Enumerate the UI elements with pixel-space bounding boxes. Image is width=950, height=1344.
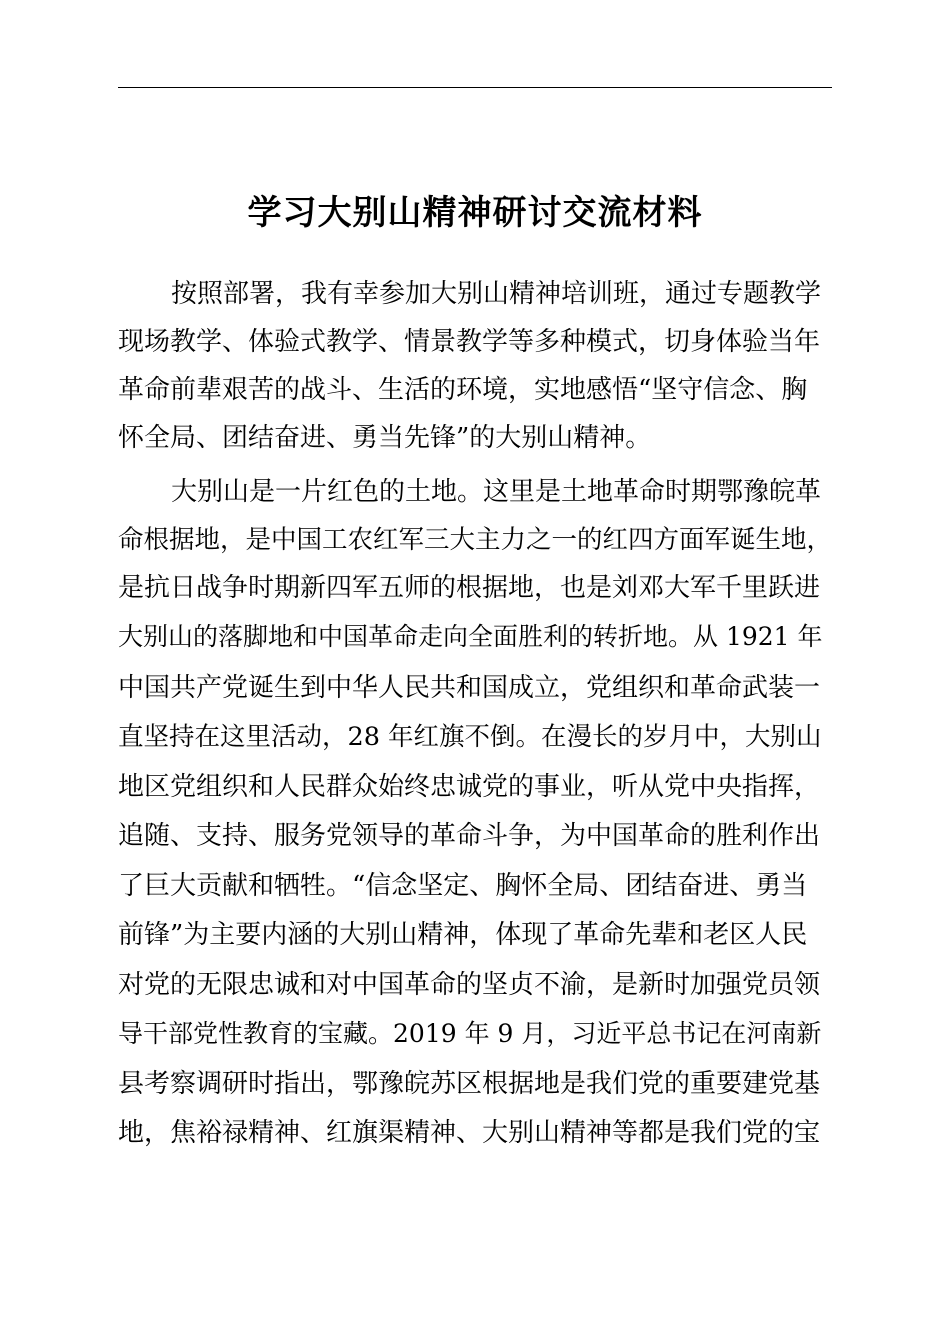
header-rule — [118, 87, 832, 88]
text-line: 是抗日战争时期新四军五师的根据地，也是刘邓大军千里跃进 — [118, 573, 821, 603]
text-line: 革命前辈艰苦的战斗、生活的环境，实地感悟“坚守信念、胸 — [118, 375, 808, 405]
text-line: 县考察调研时指出，鄂豫皖苏区根据地是我们党的重要建党基 — [118, 1069, 821, 1099]
document-title: 学习大别山精神研讨交流材料 — [247, 193, 703, 233]
text-line: 大别山是一片红色的土地。这里是土地革命时期鄂豫皖革 — [171, 477, 822, 507]
text-line: 现场教学、体验式教学、情景教学等多种模式，切身体验当年 — [118, 327, 821, 357]
text-line: 大别山的落脚地和中国革命走向全面胜利的转折地。从 1921 年 — [118, 622, 823, 651]
text-line: 导干部党性教育的宝藏。2019 年 9 月，习近平总书记在河南新 — [118, 1019, 822, 1048]
text-line: 直坚持在这里活动，28 年红旗不倒。在漫长的岁月中，大别山 — [118, 722, 822, 752]
text-line: 追随、支持、服务党领导的革命斗争，为中国革命的胜利作出 — [118, 821, 821, 851]
text-line: 前锋”为主要内涵的大别山精神，体现了革命先辈和老区人民 — [118, 920, 808, 950]
text-line: 命根据地，是中国工农红军三大主力之一的红四方面军诞生地， — [118, 525, 832, 555]
text-line: 地区党组织和人民群众始终忠诚党的事业，听从党中央指挥， — [118, 772, 821, 802]
text-line: 中国共产党诞生到中华人民共和国成立，党组织和革命武装一 — [118, 673, 821, 703]
text-line: 按照部署，我有幸参加大别山精神培训班，通过专题教学 — [171, 279, 822, 309]
text-line: 对党的无限忠诚和对中国革命的坚贞不渝，是新时加强党员领 — [118, 970, 821, 1000]
text-line: 怀全局、团结奋进、勇当先锋”的大别山精神。 — [118, 423, 652, 453]
text-line: 地，焦裕禄精神、红旗渠精神、大别山精神等都是我们党的宝 — [118, 1118, 821, 1148]
text-line: 了巨大贡献和牺牲。“信念坚定、胸怀全局、团结奋进、勇当 — [118, 871, 808, 901]
